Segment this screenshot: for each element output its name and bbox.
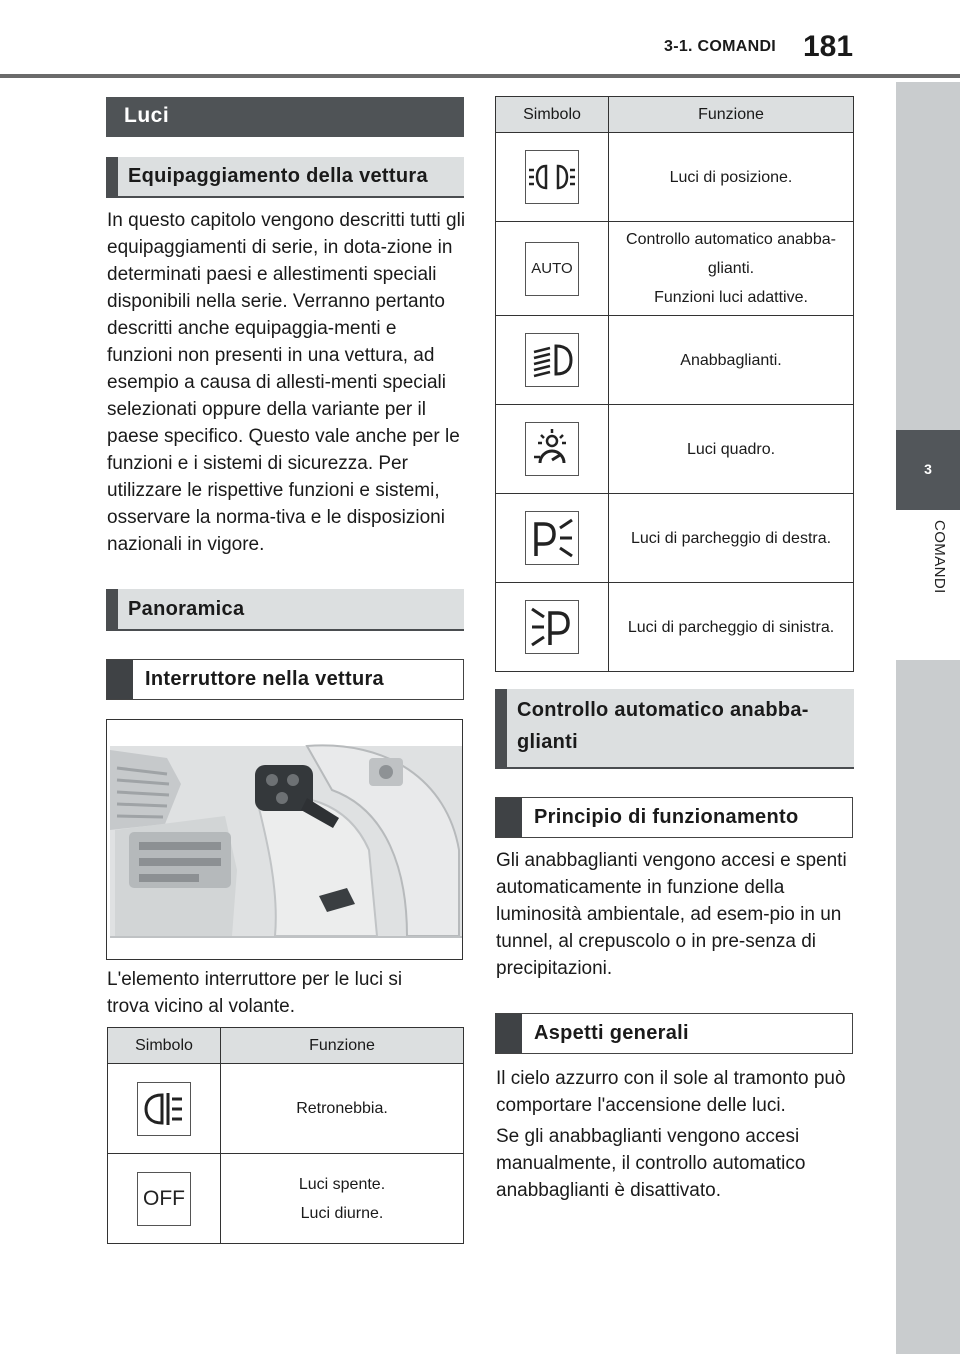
parking-light-left-icon [525, 600, 579, 654]
function-line: Luci di parcheggio di destra. [630, 529, 832, 547]
subheading-principle-label: Principio di funzionamento [534, 806, 799, 828]
function-line: Retronebbia. [296, 1100, 388, 1117]
column-header-symbol: Simbolo [108, 1028, 221, 1064]
instrument-lighting-icon [525, 422, 579, 476]
table-row [496, 405, 854, 494]
function-cell [609, 494, 854, 583]
chapter-number-tab[interactable]: 3 [896, 430, 960, 510]
general-paragraph-1: Il cielo azzurro con il sole al tramonto può comportare l'accensione delle luci. [496, 1068, 846, 1116]
symbol-cell [496, 494, 609, 583]
chapter-label: COMANDI [931, 520, 948, 594]
switch-caption: L'elemento interruttore per le luci si trova vicino al volante. [107, 969, 403, 1017]
table-row [496, 222, 854, 316]
function-line: Luci di parcheggio di sinistra. [627, 618, 835, 636]
heading-bar [107, 660, 133, 699]
function-line: glianti. [707, 260, 755, 277]
function-line: Controllo automatico anabba- [626, 231, 836, 248]
table-row [496, 133, 854, 222]
function-cell [609, 405, 854, 494]
side-tab-top [896, 82, 960, 430]
symbol-cell [496, 222, 609, 316]
table-row [496, 583, 854, 672]
subheading-general-label: Aspetti generali [534, 1022, 689, 1044]
function-line: Luci di posizione. [669, 168, 793, 186]
symbol-cell [496, 316, 609, 405]
auto-text-icon [525, 242, 579, 296]
position-lights-icon [525, 150, 579, 204]
subheading-switch [106, 659, 464, 700]
table-row [108, 1154, 464, 1244]
function-cell [221, 1064, 464, 1154]
function-line: Anabbaglianti. [680, 351, 782, 369]
function-cell [609, 222, 854, 316]
equipment-paragraph: In questo capitolo vengono descritti tutti gli equipaggiamenti di serie, in dota-zione in determinati paesi e allestimenti speciali disponibili nella serie. Verranno pertanto descritti anche equipaggia-menti e funzioni non presenti in una vettura, ad esempio a causa di allesti-menti speciali selezionati oppure della variante per il paese specifico. Questo vale anche per le funzioni e i sistemi di sicurezza. Per utilizzare le rispettive funzioni e sistemi, osservare la norma-tiva e le disposizioni nazionali in vigore. [107, 210, 466, 555]
subheading-switch-label: Interruttore nella vettura [145, 668, 384, 690]
off-text-icon [137, 1172, 191, 1226]
header-rule [0, 74, 960, 78]
function-line: Luci diurne. [300, 1204, 384, 1222]
function-cell [609, 133, 854, 222]
low-beam-icon [525, 333, 579, 387]
subheading-equipment: Equipaggiamento della vettura [106, 157, 464, 198]
column-header-function: Funzione [609, 97, 854, 133]
light-switch-photo [106, 719, 463, 960]
off-symbol-text: OFF [143, 1187, 185, 1210]
heading-bar [496, 1014, 522, 1053]
symbol-cell [108, 1064, 221, 1154]
auto-symbol-text: AUTO [531, 260, 573, 277]
function-line: Luci spente. [298, 1175, 386, 1193]
function-line: Luci quadro. [686, 440, 776, 458]
table-row [108, 1064, 464, 1154]
rear-fog-light-icon [137, 1082, 191, 1136]
chapter-heading: Luci [106, 97, 464, 137]
function-cell [221, 1154, 464, 1244]
dashboard-illustration [107, 720, 462, 959]
subheading-auto-low-beam [495, 689, 854, 769]
function-cell [609, 316, 854, 405]
table-row [496, 316, 854, 405]
column-header-function: Funzione [221, 1028, 464, 1064]
left-symbol-table [107, 1027, 464, 1244]
right-symbol-table [495, 96, 854, 672]
symbol-cell [108, 1154, 221, 1244]
symbol-cell [496, 133, 609, 222]
subheading-overview: Panoramica [106, 589, 464, 631]
subheading-general [495, 1013, 853, 1054]
function-cell [609, 583, 854, 672]
subheading-auto-line2: glianti [517, 731, 578, 753]
section-title: 3-1. COMANDI [664, 38, 777, 55]
parking-light-right-icon [525, 511, 579, 565]
page-number: 181 [803, 30, 854, 63]
table-row [496, 494, 854, 583]
heading-bar [496, 798, 522, 837]
general-paragraph-2: Se gli anabbaglianti vengono accesi manualmente, il controllo automatico anabbaglianti è disattivato. [496, 1126, 806, 1201]
principle-paragraph: Gli anabbaglianti vengono accesi e spenti automaticamente in funzione della luminosità ambientale, ad esem-pio in un tunnel, al crepuscolo o in pre-senza di precipitazioni. [496, 850, 847, 979]
subheading-auto-line1: Controllo automatico anabba- [517, 699, 809, 721]
function-line: Funzioni luci adattive. [654, 289, 808, 306]
symbol-cell [496, 583, 609, 672]
column-header-symbol: Simbolo [496, 97, 609, 133]
subheading-principle [495, 797, 853, 838]
side-tab-bottom [896, 660, 960, 1354]
symbol-cell [496, 405, 609, 494]
